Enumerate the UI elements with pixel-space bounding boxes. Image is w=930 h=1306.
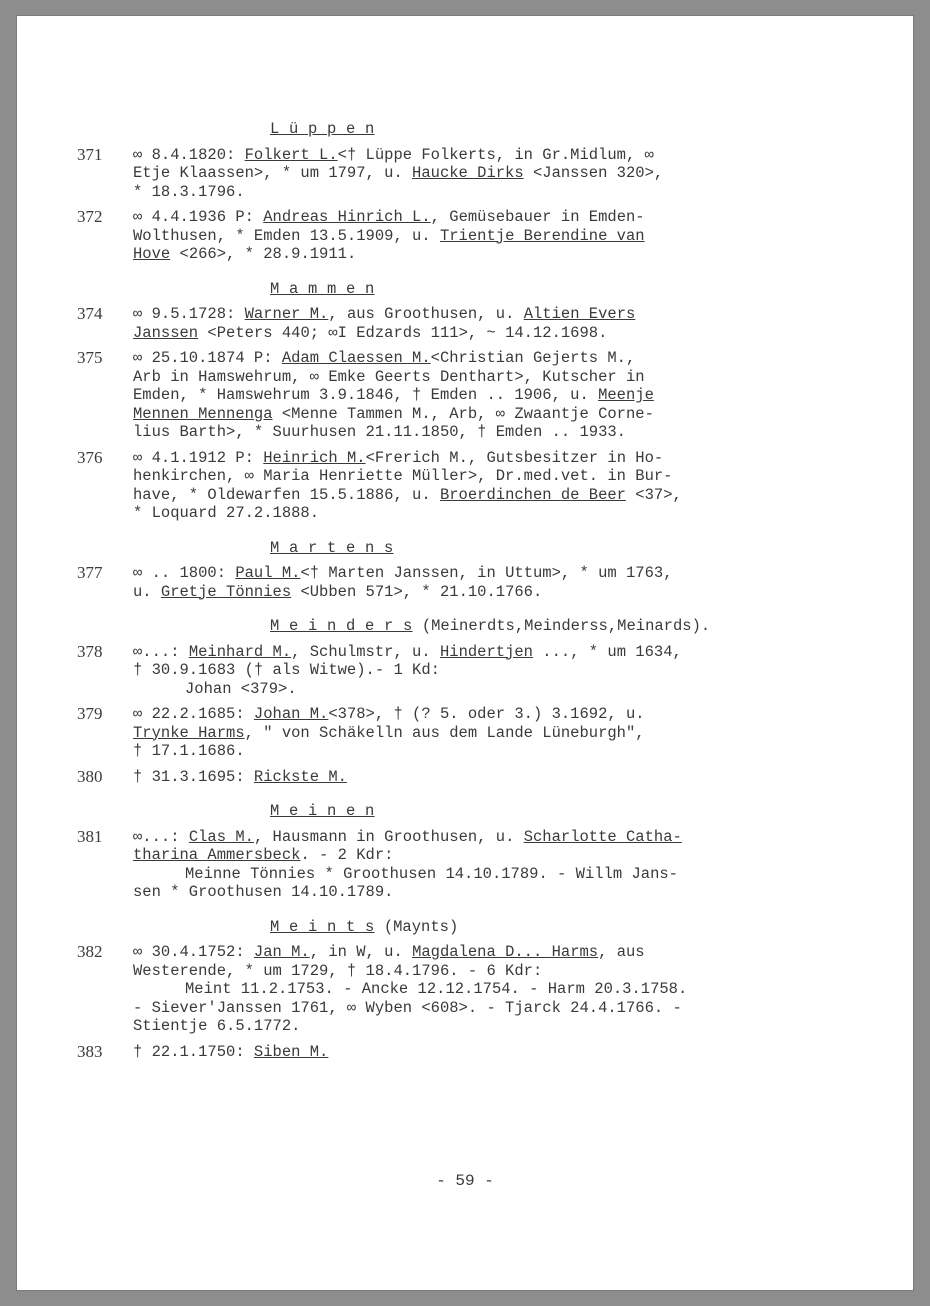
entry-segment: <Ubben 571>, * 21.10.1766.: [291, 582, 543, 601]
entry-number: 371: [77, 144, 103, 164]
entry-segment: ∞ 4.4.1936 P:: [133, 208, 264, 226]
entry-line: [133, 661, 847, 680]
entry-segment: ∞ 30.4.1752:: [133, 943, 254, 961]
entry-segment: ∞ .. 1800:: [133, 564, 236, 582]
genealogy-entry: [77, 828, 847, 902]
entry-segment: † 17.1.1686.: [133, 742, 245, 760]
entry-segment: u.: [133, 582, 161, 601]
entry-segment: Etje Klaassen>, * um 1797, u.: [133, 164, 413, 182]
person-name: Heinrich M.: [263, 448, 366, 467]
person-name: Trientje Berendine van: [439, 226, 645, 245]
person-name: Clas M.: [188, 827, 254, 846]
entry-text: [133, 208, 847, 264]
person-name: Andreas Hinrich L.: [263, 208, 431, 226]
entry-line: [133, 846, 847, 865]
genealogy-entry: [77, 1043, 847, 1062]
entry-number: 376: [77, 447, 103, 467]
entry-segment: ∞ 25.10.1874 P:: [133, 349, 282, 367]
entry-text: [133, 564, 847, 601]
entry-line: [133, 467, 847, 486]
entry-segment: ∞ 8.4.1820:: [133, 145, 245, 164]
entry-segment: , " von Schäkelln aus dem Lande Lüneburgh",: [244, 723, 645, 742]
person-name: Mennen Mennenga: [133, 404, 273, 423]
entry-number: 374: [77, 304, 103, 323]
person-name: Gretje Tönnies: [160, 582, 292, 601]
entry-segment: Stientje 6.5.1772.: [133, 1017, 301, 1035]
entry-segment: , Gemüsebauer in Emden-: [430, 208, 645, 226]
entry-segment: <266>, * 28.9.1911.: [170, 245, 357, 263]
entry-segment: . - 2 Kdr:: [300, 846, 394, 864]
entry-segment: <† Marten Janssen, in Uttum>, * um 1763,: [300, 564, 673, 582]
section-heading-name: L ü p p e n: [270, 120, 375, 138]
entry-segment: Johan <379>.: [185, 679, 297, 698]
person-name: Haucke Dirks: [412, 164, 524, 182]
entry-number: 379: [77, 704, 103, 723]
section-heading-name: M e i n t s: [270, 917, 375, 936]
genealogy-entry: [77, 208, 847, 264]
person-name: Rickste M.: [253, 767, 347, 786]
entry-segment: Meint 11.2.1753. - Ancke 12.12.1754. - Harm 20.3.1758.: [185, 980, 688, 998]
section-heading-variants: (Meinerdts,Meinderss,Meinards).: [412, 617, 711, 635]
person-name: Trynke Harms: [133, 723, 245, 742]
entry-number: 372: [77, 207, 103, 226]
section-heading: [270, 802, 847, 821]
section-heading-name: M e i n e n: [270, 802, 375, 820]
entry-line: [133, 305, 847, 324]
entry-segment: ∞...:: [133, 642, 189, 661]
entry-text: [133, 146, 847, 202]
entry-line: [133, 423, 847, 442]
entry-segment: <378>, † (? 5. oder 3.) 3.1692, u.: [328, 705, 645, 723]
entry-text: [133, 828, 847, 902]
genealogy-entry: [77, 449, 847, 523]
entry-segment: henkirchen, ∞ Maria Henriette Müller>, Dr.med.vet. in Bur-: [133, 467, 673, 485]
entry-line: [133, 962, 847, 981]
section-heading: [270, 918, 847, 937]
entry-line: [133, 705, 847, 724]
entry-segment: , aus Groothusen, u.: [328, 305, 524, 323]
entry-segment: <Menne Tammen M., Arb, ∞ Zwaantje Corne-: [272, 404, 654, 423]
entry-segment: <Christian Gejerts M.,: [430, 349, 636, 367]
entry-segment: Meinne Tönnies * Groothusen 14.10.1789. - Willm Jans-: [185, 864, 678, 883]
entry-line: [133, 828, 847, 847]
person-name: Meinhard M.: [188, 642, 292, 661]
person-name: Siben M.: [253, 1042, 329, 1061]
entry-segment: ∞ 9.5.1728:: [133, 305, 245, 323]
entry-line: [133, 865, 847, 884]
entry-segment: ..., * um 1634,: [532, 642, 682, 661]
entry-line: [133, 768, 847, 787]
person-name: tharina Ammersbeck: [133, 846, 301, 864]
entry-text: [133, 705, 847, 761]
entry-number: 381: [77, 826, 103, 846]
entry-segment: lius Barth>, * Suurhusen 21.11.1850, † Emden .. 1933.: [133, 423, 626, 441]
person-name: Janssen: [133, 323, 199, 342]
entry-line: [133, 724, 847, 743]
entry-segment: Westerende, * um 1729, † 18.4.1796. - 6 Kdr:: [133, 961, 543, 980]
entry-segment: * 18.3.1796.: [133, 182, 245, 201]
entry-number: 380: [77, 766, 103, 786]
entry-line: [133, 386, 847, 405]
genealogy-entry: [77, 564, 847, 601]
entry-line: [133, 1043, 847, 1062]
person-name: Adam Claessen M.: [281, 349, 431, 367]
entry-line: [133, 227, 847, 246]
person-name: Hindertjen: [439, 642, 533, 661]
genealogy-entry: [77, 146, 847, 202]
person-name: Jan M.: [253, 943, 310, 961]
entry-text: [133, 943, 847, 1036]
entry-line: [133, 486, 847, 505]
entry-line: [133, 980, 847, 999]
entry-line: [133, 449, 847, 468]
entry-segment: , Hausmann in Groothusen, u.: [253, 827, 524, 846]
entry-text: [133, 305, 847, 342]
entry-line: [133, 245, 847, 264]
genealogy-entry: [77, 768, 847, 787]
person-name: Meenje: [598, 386, 654, 404]
entry-segment: † 31.3.1695:: [133, 767, 254, 786]
entry-segment: sen * Groothusen 14.10.1789.: [133, 883, 394, 901]
entry-line: [133, 183, 847, 202]
entry-line: [133, 349, 847, 368]
entry-segment: ∞ 22.2.1685:: [133, 705, 254, 723]
genealogy-entry: [77, 643, 847, 699]
person-name: Paul M.: [235, 564, 301, 582]
genealogy-entry: [77, 349, 847, 442]
entry-segment: , Schulmstr, u.: [291, 642, 440, 661]
entry-line: [133, 883, 847, 902]
entry-segment: Wolthusen, * Emden 13.5.1909, u.: [133, 226, 440, 245]
entry-number: 383: [77, 1041, 103, 1061]
entry-segment: <Frerich M., Gutsbesitzer in Ho-: [365, 448, 664, 467]
person-name: Johan M.: [253, 705, 329, 723]
page-content: [77, 120, 847, 1061]
entry-segment: † 22.1.1750:: [133, 1042, 254, 1061]
entry-segment: * Loquard 27.2.1888.: [133, 504, 320, 522]
person-name: Magdalena D... Harms: [412, 943, 599, 961]
person-name: Warner M.: [244, 305, 329, 323]
entry-number: 382: [77, 942, 103, 961]
entry-line: [133, 742, 847, 761]
entry-line: [133, 583, 847, 602]
genealogy-entry: [77, 305, 847, 342]
entry-segment: Emden, * Hamswehrum 3.9.1846, † Emden .. 1906, u.: [133, 386, 599, 404]
entry-line: [133, 164, 847, 183]
entry-line: [133, 564, 847, 583]
entry-segment: <Janssen 320>,: [523, 164, 664, 182]
section-heading-variants: (Maynts): [374, 917, 459, 936]
entry-segment: ∞...:: [133, 827, 189, 846]
section-heading-name: M a m m e n: [270, 279, 375, 298]
entry-text: [133, 768, 847, 787]
entry-line: [133, 405, 847, 424]
person-name: Hove: [133, 245, 171, 263]
entry-segment: have, * Oldewarfen 15.5.1886, u.: [133, 485, 440, 504]
entry-line: [133, 680, 847, 699]
entry-segment: ∞ 4.1.1912 P:: [133, 448, 264, 467]
person-name: Altien Evers: [523, 305, 636, 323]
section-heading: [270, 280, 847, 299]
person-name: Broerdinchen de Beer: [439, 485, 626, 504]
entry-line: [133, 146, 847, 165]
entry-text: [133, 349, 847, 442]
page-number: - 59 -: [436, 1172, 494, 1190]
entry-line: [133, 643, 847, 662]
entry-text: [133, 449, 847, 523]
person-name: Folkert L.: [244, 145, 338, 164]
genealogy-entry: [77, 943, 847, 1036]
entry-segment: , aus: [598, 943, 645, 961]
entry-text: [133, 643, 847, 699]
section-heading: [270, 120, 847, 139]
entry-line: [133, 324, 847, 343]
section-heading-name: M a r t e n s: [270, 538, 394, 557]
section-heading: [270, 617, 847, 636]
entry-number: 377: [77, 563, 103, 582]
entry-segment: , in W, u.: [309, 943, 413, 961]
entry-segment: - Siever'Janssen 1761, ∞ Wyben <608>. - Tjarck 24.4.1766. -: [133, 998, 682, 1017]
entry-line: [133, 999, 847, 1018]
entry-segment: <Peters 440; ∞I Edzards 111>, ~ 14.12.1698.: [198, 323, 608, 342]
entry-line: [133, 368, 847, 387]
document-page: [16, 15, 914, 1291]
entry-number: 378: [77, 641, 103, 661]
entry-line: [133, 943, 847, 962]
entry-segment: <37>,: [625, 485, 682, 504]
entry-text: [133, 1043, 847, 1062]
section-heading-name: M e i n d e r s: [270, 617, 413, 635]
person-name: Scharlotte Catha-: [523, 827, 682, 846]
entry-line: [133, 504, 847, 523]
section-heading: [270, 539, 847, 558]
entry-line: [133, 1017, 847, 1036]
entry-segment: <† Lüppe Folkerts, in Gr.Midlum, ∞: [337, 145, 654, 164]
entry-segment: Arb in Hamswehrum, ∞ Emke Geerts Denthart>, Kutscher in: [133, 367, 645, 386]
entry-line: [133, 208, 847, 227]
genealogy-entry: [77, 705, 847, 761]
entry-segment: † 30.9.1683 († als Witwe).- 1 Kd:: [133, 661, 440, 679]
entry-number: 375: [77, 348, 103, 367]
